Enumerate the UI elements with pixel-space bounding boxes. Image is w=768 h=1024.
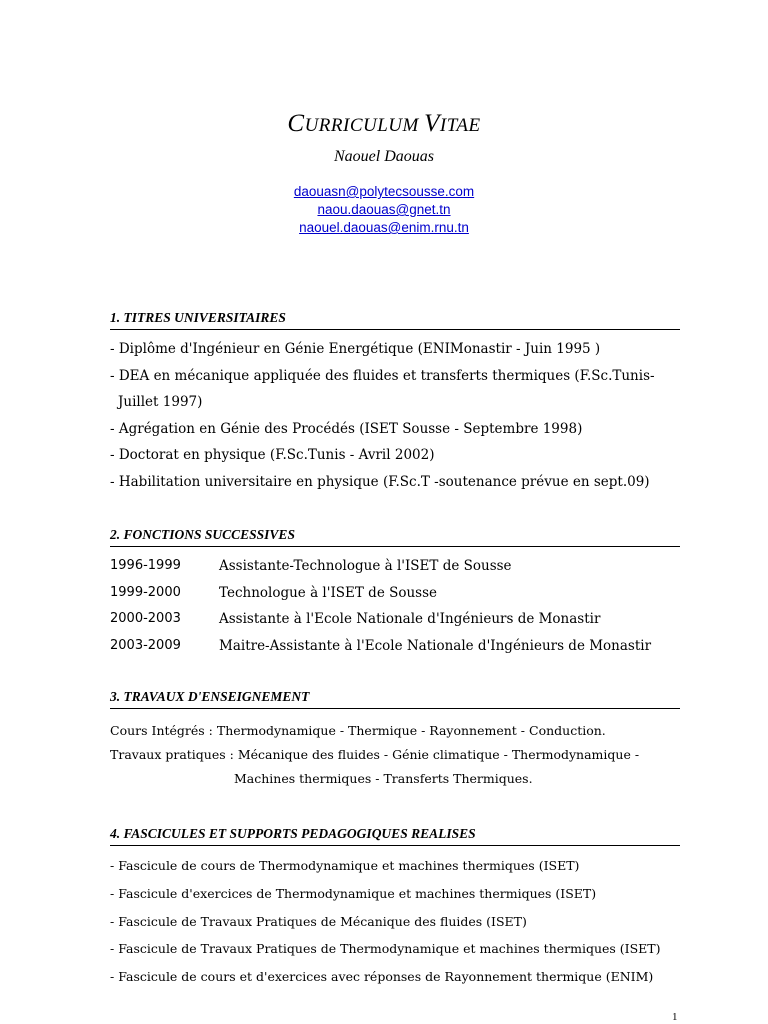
teaching-line: Cours Intégrés : Thermodynamique - Thermique - Rayonnement - Conduction. bbox=[110, 723, 606, 738]
table-row bbox=[110, 553, 680, 580]
table-row bbox=[110, 580, 680, 607]
table-row bbox=[110, 606, 680, 633]
section-heading: 2. FONCTIONS SUCCESSIVES bbox=[110, 526, 680, 547]
email-list bbox=[0, 183, 768, 237]
list-item: - Habilitation universitaire en physique (F.Sc.T -soutenance prévue en sept.09) bbox=[110, 473, 650, 490]
position: Assistante-Technologue à l'ISET de Sousse bbox=[219, 558, 512, 574]
page-title: CURRICULUM VITAE bbox=[287, 110, 481, 137]
list-item: - Fascicule de Travaux Pratiques de Mécanique des fluides (ISET) bbox=[110, 913, 527, 929]
period: 2000-2003 bbox=[110, 611, 181, 626]
list-item: - Diplôme d'Ingénieur en Génie Energétique (ENIMonastir - Juin 1995 ) bbox=[110, 341, 601, 357]
position: Technologue à l'ISET de Sousse bbox=[219, 584, 438, 601]
email-link-3[interactable]: naouel.daouas@enim.rnu.tn bbox=[299, 220, 469, 235]
list-item: - DEA en mécanique appliquée des fluides et transferts thermiques (F.Sc.Tunis- bbox=[110, 367, 655, 384]
period: 1996-1999 bbox=[110, 558, 181, 573]
section-heading: 1. TITRES UNIVERSITAIRES bbox=[110, 309, 680, 330]
email-link-2[interactable]: naou.daouas@gnet.tn bbox=[317, 202, 451, 217]
list-item: - Fascicule de cours de Thermodynamique et machines thermiques (ISET) bbox=[110, 858, 580, 873]
section-fascicules bbox=[110, 825, 680, 991]
section-heading: 3. TRAVAUX D'ENSEIGNEMENT bbox=[110, 688, 680, 709]
list-item: - Fascicule de cours et d'exercices avec réponses de Rayonnement thermique (ENIM) bbox=[110, 969, 654, 985]
list-item: - Doctorat en physique (F.Sc.Tunis - Avril 2002) bbox=[110, 447, 435, 463]
list-item: - Fascicule d'exercices de Thermodynamique et machines thermiques (ISET) bbox=[110, 885, 597, 901]
section-titres bbox=[110, 309, 680, 495]
position: Maitre-Assistante à l'Ecole Nationale d'Ingénieurs de Monastir bbox=[219, 637, 652, 654]
table-row bbox=[110, 633, 680, 660]
list-item: - Fascicule de Travaux Pratiques de Thermodynamique et machines thermiques (ISET) bbox=[110, 941, 661, 957]
email-link-1[interactable]: daouasn@polytecsousse.com bbox=[293, 184, 475, 199]
period: 2003-2009 bbox=[110, 637, 181, 653]
fonctions-list bbox=[110, 553, 680, 659]
fascicules-list bbox=[110, 852, 680, 991]
period: 1999-2000 bbox=[110, 584, 181, 600]
section-travaux bbox=[110, 688, 680, 791]
teaching-text bbox=[110, 719, 680, 791]
list-item: - Agrégation en Génie des Procédés (ISET Sousse - Septembre 1998) bbox=[110, 420, 583, 437]
position: Assistante à l'Ecole Nationale d'Ingénieurs de Monastir bbox=[219, 611, 601, 627]
list-item-continuation: Juillet 1997) bbox=[118, 394, 203, 410]
page-number: 1 bbox=[672, 1011, 678, 1023]
titres-list bbox=[110, 336, 680, 495]
section-fonctions bbox=[110, 526, 680, 659]
teaching-line: Machines thermiques - Transferts Thermiques. bbox=[234, 771, 533, 786]
author-name: Naouel Daouas bbox=[334, 148, 434, 165]
teaching-line: Travaux pratiques : Mécanique des fluides - Génie climatique - Thermodynamique - bbox=[110, 747, 640, 762]
section-heading: 4. FASCICULES ET SUPPORTS PEDAGOGIQUES REALISES bbox=[110, 825, 680, 846]
